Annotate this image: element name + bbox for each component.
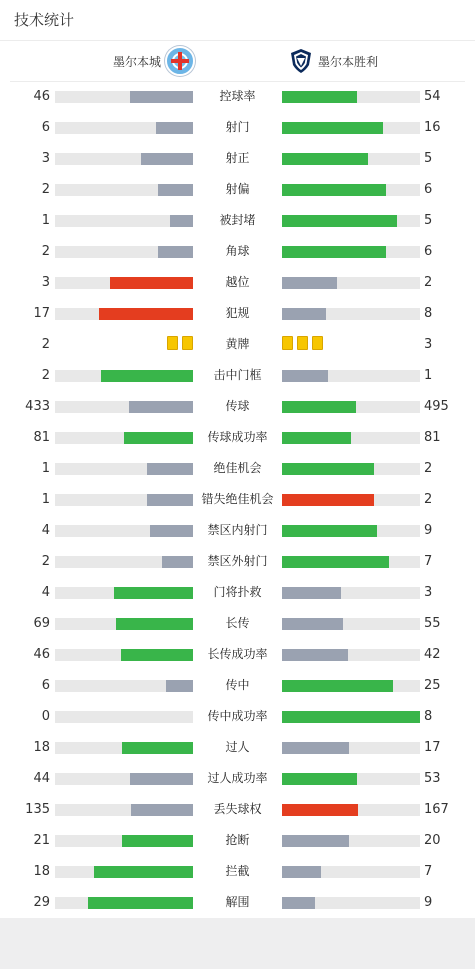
home-bar-track [55, 370, 193, 382]
away-bar-track [282, 432, 420, 444]
away-bar-track [282, 494, 420, 506]
away-value: 167 [424, 802, 449, 817]
stat-label: 绝佳机会 [213, 461, 262, 475]
home-bar-track [55, 184, 193, 196]
home-bar [131, 804, 193, 816]
home-bar-track [55, 556, 193, 568]
away-bar-track [282, 215, 420, 227]
stat-label: 过人成功率 [207, 771, 268, 785]
home-team[interactable] [113, 41, 195, 81]
section-title: 技术统计 [14, 11, 75, 29]
stat-row[interactable] [0, 298, 475, 329]
home-bar [147, 494, 193, 506]
away-value: 5 [424, 151, 433, 166]
away-bar-track [282, 184, 420, 196]
stat-label: 射偏 [225, 182, 250, 196]
away-bar-track [282, 246, 420, 258]
home-bar-track [55, 494, 193, 506]
away-bar-track [282, 649, 420, 661]
stat-row[interactable] [0, 81, 475, 112]
away-team-name: 墨尔本胜利 [318, 54, 379, 69]
stat-row[interactable] [0, 205, 475, 236]
yellow-card-icon [297, 336, 308, 350]
home-bar [162, 556, 193, 568]
away-bar [282, 649, 348, 661]
home-value: 1 [41, 213, 50, 228]
away-bar [282, 153, 368, 165]
home-bar-track [55, 122, 193, 134]
home-value: 2 [41, 337, 50, 352]
home-bar-track [55, 742, 193, 754]
home-value: 2 [41, 182, 50, 197]
stat-row[interactable] [0, 422, 475, 453]
stat-row[interactable] [0, 515, 475, 546]
home-value: 29 [33, 895, 50, 910]
home-yellow-cards [167, 336, 193, 350]
away-bar [282, 680, 393, 692]
stat-label: 传球 [225, 399, 250, 413]
away-bar-track [282, 463, 420, 475]
stat-row[interactable] [0, 112, 475, 143]
home-bar [114, 587, 193, 599]
stat-label: 击中门框 [213, 368, 262, 382]
away-value: 3 [424, 585, 433, 600]
away-bar-track [282, 897, 420, 909]
stat-label: 传球成功率 [207, 430, 268, 444]
home-bar [116, 618, 193, 630]
away-bar [282, 742, 349, 754]
home-value: 81 [33, 430, 50, 445]
stat-label: 门将扑救 [213, 585, 262, 599]
home-bar-track [55, 308, 193, 320]
away-value: 17 [424, 740, 441, 755]
away-value: 53 [424, 771, 441, 786]
stat-label: 禁区外射门 [207, 554, 268, 568]
home-bar [150, 525, 193, 537]
away-value: 16 [424, 120, 441, 135]
home-bar [141, 153, 193, 165]
away-bar-track [282, 401, 420, 413]
stat-row[interactable] [0, 236, 475, 267]
away-value: 2 [424, 461, 433, 476]
stat-row[interactable] [0, 639, 475, 670]
away-value: 2 [424, 492, 433, 507]
away-bar [282, 91, 357, 103]
home-bar [158, 184, 193, 196]
stat-row[interactable] [0, 329, 475, 360]
home-bar [99, 308, 193, 320]
away-bar-track [282, 773, 420, 785]
home-bar-track [55, 897, 193, 909]
away-bar [282, 618, 343, 630]
home-bar-track [55, 215, 193, 227]
away-bar-track [282, 618, 420, 630]
home-bar [170, 215, 193, 227]
away-value: 8 [424, 306, 433, 321]
home-value: 3 [41, 275, 50, 290]
away-bar-track [282, 680, 420, 692]
away-value: 9 [424, 523, 433, 538]
home-bar [122, 742, 193, 754]
home-value: 18 [33, 740, 50, 755]
home-value: 1 [41, 461, 50, 476]
away-team[interactable] [290, 41, 378, 81]
home-bar-track [55, 277, 193, 289]
yellow-card-icon [282, 336, 293, 350]
home-value: 4 [41, 523, 50, 538]
stat-row[interactable] [0, 267, 475, 298]
away-yellow-cards [282, 336, 323, 350]
away-bar-track [282, 556, 420, 568]
away-bar-track [282, 370, 420, 382]
away-bar [282, 215, 397, 227]
home-value: 17 [33, 306, 50, 321]
home-team-logo-icon [165, 46, 195, 76]
away-bar [282, 122, 383, 134]
home-value: 1 [41, 492, 50, 507]
away-bar [282, 277, 337, 289]
stat-row[interactable] [0, 484, 475, 515]
away-bar [282, 463, 374, 475]
stat-row[interactable] [0, 856, 475, 887]
stat-row[interactable] [0, 763, 475, 794]
home-bar-track [55, 649, 193, 661]
stat-row[interactable] [0, 794, 475, 825]
home-bar-track [55, 153, 193, 165]
away-bar-track [282, 122, 420, 134]
away-bar [282, 835, 349, 847]
stat-label: 丢失球权 [213, 802, 262, 816]
home-value: 46 [33, 89, 50, 104]
home-bar-track [55, 525, 193, 537]
stat-label: 传中 [225, 678, 250, 692]
away-bar [282, 711, 420, 723]
away-team-logo-icon [290, 48, 312, 74]
stat-row[interactable] [0, 825, 475, 856]
stat-label: 越位 [225, 275, 250, 289]
home-bar-track [55, 680, 193, 692]
home-bar [129, 401, 193, 413]
away-bar-track [282, 277, 420, 289]
away-bar-track [282, 835, 420, 847]
stat-row[interactable] [0, 546, 475, 577]
home-bar [88, 897, 193, 909]
away-bar-track [282, 308, 420, 320]
away-bar [282, 401, 356, 413]
away-value: 2 [424, 275, 433, 290]
stat-label: 控球率 [219, 89, 256, 103]
home-bar-track [55, 711, 193, 723]
away-bar-track [282, 587, 420, 599]
home-value: 2 [41, 368, 50, 383]
stat-label: 禁区内射门 [207, 523, 268, 537]
away-bar [282, 432, 351, 444]
stat-row[interactable] [0, 670, 475, 701]
yellow-card-icon [182, 336, 193, 350]
away-bar-track [282, 742, 420, 754]
away-bar [282, 525, 377, 537]
away-bar-track [282, 91, 420, 103]
away-bar-track [282, 711, 420, 723]
stat-label: 传中成功率 [207, 709, 268, 723]
away-bar-track [282, 525, 420, 537]
home-bar [110, 277, 193, 289]
home-value: 69 [33, 616, 50, 631]
away-bar-track [282, 153, 420, 165]
stat-label: 被封堵 [219, 213, 256, 227]
stat-label: 黄牌 [225, 337, 250, 351]
stat-label: 过人 [225, 740, 250, 754]
away-bar [282, 370, 328, 382]
stat-label: 错失绝佳机会 [201, 492, 274, 506]
away-value: 6 [424, 244, 433, 259]
stat-row[interactable] [0, 360, 475, 391]
home-bar [156, 122, 193, 134]
home-bar [130, 773, 193, 785]
home-bar [122, 835, 193, 847]
away-value: 3 [424, 337, 433, 352]
away-bar [282, 494, 374, 506]
stat-row[interactable] [0, 732, 475, 763]
home-bar-track [55, 618, 193, 630]
home-value: 0 [41, 709, 50, 724]
away-value: 9 [424, 895, 433, 910]
home-bar-track [55, 773, 193, 785]
home-bar [124, 432, 193, 444]
home-bar-track [55, 866, 193, 878]
home-value: 3 [41, 151, 50, 166]
away-bar [282, 804, 358, 816]
home-bar [166, 680, 193, 692]
away-bar [282, 897, 315, 909]
stat-label: 抢断 [225, 833, 250, 847]
yellow-card-icon [312, 336, 323, 350]
away-bar [282, 773, 357, 785]
yellow-card-icon [167, 336, 178, 350]
stat-label: 解围 [225, 895, 250, 909]
stat-label: 射门 [225, 120, 250, 134]
away-bar-track [282, 866, 420, 878]
home-value: 4 [41, 585, 50, 600]
away-value: 8 [424, 709, 433, 724]
away-value: 25 [424, 678, 441, 693]
away-value: 55 [424, 616, 441, 631]
home-bar-track [55, 91, 193, 103]
home-bar-track [55, 804, 193, 816]
home-value: 2 [41, 244, 50, 259]
stat-row[interactable] [0, 608, 475, 639]
away-value: 7 [424, 864, 433, 879]
home-value: 2 [41, 554, 50, 569]
stat-label: 长传 [225, 616, 250, 630]
home-value: 433 [25, 399, 50, 414]
teams-header [10, 41, 465, 82]
away-value: 42 [424, 647, 441, 662]
home-value: 44 [33, 771, 50, 786]
home-value: 6 [41, 120, 50, 135]
home-bar-track [55, 463, 193, 475]
stat-row[interactable] [0, 701, 475, 732]
home-bar-track [55, 587, 193, 599]
stat-label: 射正 [225, 151, 250, 165]
stat-row[interactable] [0, 887, 475, 918]
home-bar-track [55, 246, 193, 258]
stat-row[interactable] [0, 577, 475, 608]
away-value: 54 [424, 89, 441, 104]
away-value: 81 [424, 430, 441, 445]
home-bar-track [55, 432, 193, 444]
away-value: 7 [424, 554, 433, 569]
home-bar-track [55, 401, 193, 413]
away-value: 20 [424, 833, 441, 848]
home-value: 135 [25, 802, 50, 817]
home-bar [158, 246, 193, 258]
home-value: 6 [41, 678, 50, 693]
home-value: 46 [33, 647, 50, 662]
stat-label: 角球 [225, 244, 250, 258]
away-value: 1 [424, 368, 433, 383]
stat-label: 犯规 [225, 306, 250, 320]
home-bar-track [55, 835, 193, 847]
away-bar [282, 308, 326, 320]
home-bar [130, 91, 193, 103]
home-value: 18 [33, 864, 50, 879]
stat-row[interactable] [0, 391, 475, 422]
stats-list [0, 81, 475, 918]
away-bar [282, 587, 341, 599]
away-value: 6 [424, 182, 433, 197]
stat-row[interactable] [0, 453, 475, 484]
away-value: 5 [424, 213, 433, 228]
away-bar [282, 246, 386, 258]
away-bar [282, 866, 321, 878]
home-value: 21 [33, 833, 50, 848]
stat-row[interactable] [0, 143, 475, 174]
away-bar [282, 184, 386, 196]
stat-label: 长传成功率 [207, 647, 268, 661]
home-bar [147, 463, 193, 475]
home-bar [121, 649, 193, 661]
away-value: 495 [424, 399, 449, 414]
home-bar [94, 866, 193, 878]
home-team-name: 墨尔本城 [112, 54, 161, 69]
stat-row[interactable] [0, 174, 475, 205]
home-bar [101, 370, 193, 382]
away-bar-track [282, 804, 420, 816]
stat-label: 拦截 [225, 864, 250, 878]
away-bar [282, 556, 389, 568]
